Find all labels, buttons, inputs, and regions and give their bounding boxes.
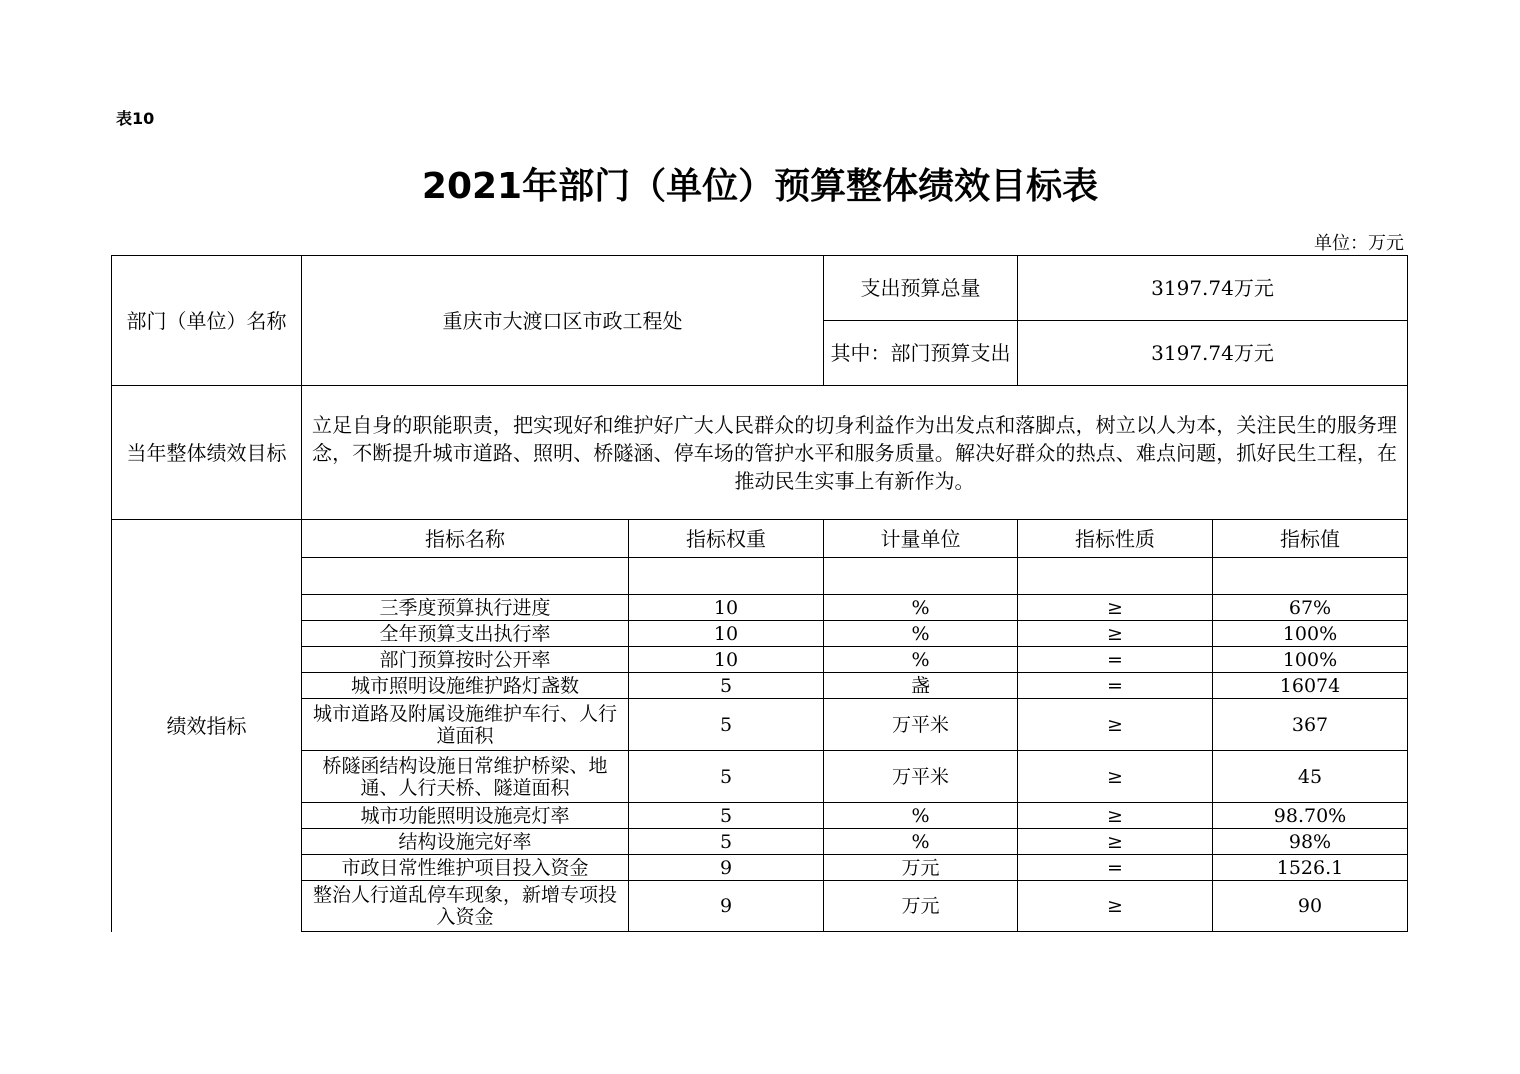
- indicator-value: 90: [1213, 881, 1408, 932]
- indicator-value: 100%: [1213, 621, 1408, 647]
- indicator-unit: 万元: [824, 881, 1018, 932]
- indicator-weight: 10: [629, 595, 824, 621]
- indicator-unit: %: [824, 621, 1018, 647]
- dept-budget-value: 3197.74万元: [1018, 321, 1408, 386]
- unit-label: 单位：万元: [1314, 233, 1404, 254]
- header-nature: 指标性质: [1018, 520, 1213, 558]
- total-value: 3197.74万元: [1018, 256, 1408, 321]
- empty-cell: [1018, 558, 1213, 595]
- indicator-name: 城市道路及附属设施维护车行、人行道面积: [302, 699, 629, 751]
- indicator-nature: =: [1018, 647, 1213, 673]
- table-row: [112, 699, 1408, 751]
- indicator-name: 城市功能照明设施亮灯率: [302, 803, 629, 829]
- indicator-value: 67%: [1213, 595, 1408, 621]
- empty-row: [112, 558, 1408, 595]
- dept-budget-label: 其中：部门预算支出: [824, 321, 1018, 386]
- empty-cell: [629, 558, 824, 595]
- indicator-nature: =: [1018, 855, 1213, 881]
- header-unit: 计量单位: [824, 520, 1018, 558]
- indicator-weight: 5: [629, 673, 824, 699]
- indicator-weight: 5: [629, 829, 824, 855]
- table-row: [112, 803, 1408, 829]
- indicator-value: 98.70%: [1213, 803, 1408, 829]
- performance-table: [111, 255, 1408, 932]
- empty-cell: [1213, 558, 1408, 595]
- indicator-unit: %: [824, 803, 1018, 829]
- indicator-unit: %: [824, 829, 1018, 855]
- table-row: [112, 855, 1408, 881]
- indicator-unit: 万元: [824, 855, 1018, 881]
- indicator-nature: =: [1018, 673, 1213, 699]
- table-row: [112, 621, 1408, 647]
- indicator-value: 45: [1213, 751, 1408, 803]
- indicator-unit: 万平米: [824, 699, 1018, 751]
- indicator-nature: ≥: [1018, 699, 1213, 751]
- indicator-value: 367: [1213, 699, 1408, 751]
- indicator-weight: 10: [629, 647, 824, 673]
- dept-name: 重庆市大渡口区市政工程处: [302, 256, 824, 386]
- indicator-nature: ≥: [1018, 595, 1213, 621]
- indicator-name: 三季度预算执行进度: [302, 595, 629, 621]
- total-label: 支出预算总量: [824, 256, 1018, 321]
- table-row: [112, 595, 1408, 621]
- empty-cell: [824, 558, 1018, 595]
- indicator-unit: 盏: [824, 673, 1018, 699]
- indicator-nature: ≥: [1018, 621, 1213, 647]
- indicator-unit: %: [824, 595, 1018, 621]
- dept-label: 部门（单位）名称: [112, 256, 302, 386]
- header-name: 指标名称: [302, 520, 629, 558]
- indicator-weight: 5: [629, 803, 824, 829]
- indicator-name: 市政日常性维护项目投入资金: [302, 855, 629, 881]
- indicator-name: 部门预算按时公开率: [302, 647, 629, 673]
- indicator-nature: ≥: [1018, 829, 1213, 855]
- indicator-name: 结构设施完好率: [302, 829, 629, 855]
- indicator-nature: ≥: [1018, 881, 1213, 932]
- header-weight: 指标权重: [629, 520, 824, 558]
- indicator-name: 城市照明设施维护路灯盏数: [302, 673, 629, 699]
- goal-text: 立足自身的职能职责，把实现好和维护好广大人民群众的切身利益作为出发点和落脚点，树立以人为本，关注民生的服务理念，不断提升城市道路、照明、桥隧涵、停车场的管护水平和服务质量。解决好群众的热点、难点问题，抓好民生工程，在推动民生实事上有新作为。: [302, 386, 1408, 520]
- indicator-nature: ≥: [1018, 803, 1213, 829]
- indicator-name: 桥隧函结构设施日常维护桥梁、地通、人行天桥、隧道面积: [302, 751, 629, 803]
- indicator-value: 98%: [1213, 829, 1408, 855]
- table-row: [112, 647, 1408, 673]
- indicator-value: 100%: [1213, 647, 1408, 673]
- indicator-weight: 9: [629, 881, 824, 932]
- indicator-value: 16074: [1213, 673, 1408, 699]
- empty-cell: [302, 558, 629, 595]
- indicator-weight: 5: [629, 699, 824, 751]
- indicator-unit: 万平米: [824, 751, 1018, 803]
- table-row: [112, 829, 1408, 855]
- table-row: [112, 673, 1408, 699]
- goal-label: 当年整体绩效目标: [112, 386, 302, 520]
- page-title: 2021年部门（单位）预算整体绩效目标表: [421, 166, 1099, 207]
- table-row: [112, 881, 1408, 932]
- indicator-weight: 10: [629, 621, 824, 647]
- indicator-nature: ≥: [1018, 751, 1213, 803]
- indicator-weight: 5: [629, 751, 824, 803]
- indicator-value: 1526.1: [1213, 855, 1408, 881]
- indicator-name: 全年预算支出执行率: [302, 621, 629, 647]
- perf-label: 绩效指标: [112, 520, 302, 932]
- indicator-weight: 9: [629, 855, 824, 881]
- table-number: 表10: [116, 109, 155, 128]
- indicator-unit: %: [824, 647, 1018, 673]
- header-value: 指标值: [1213, 520, 1408, 558]
- table-row: [112, 751, 1408, 803]
- indicator-name: 整治人行道乱停车现象，新增专项投入资金: [302, 881, 629, 932]
